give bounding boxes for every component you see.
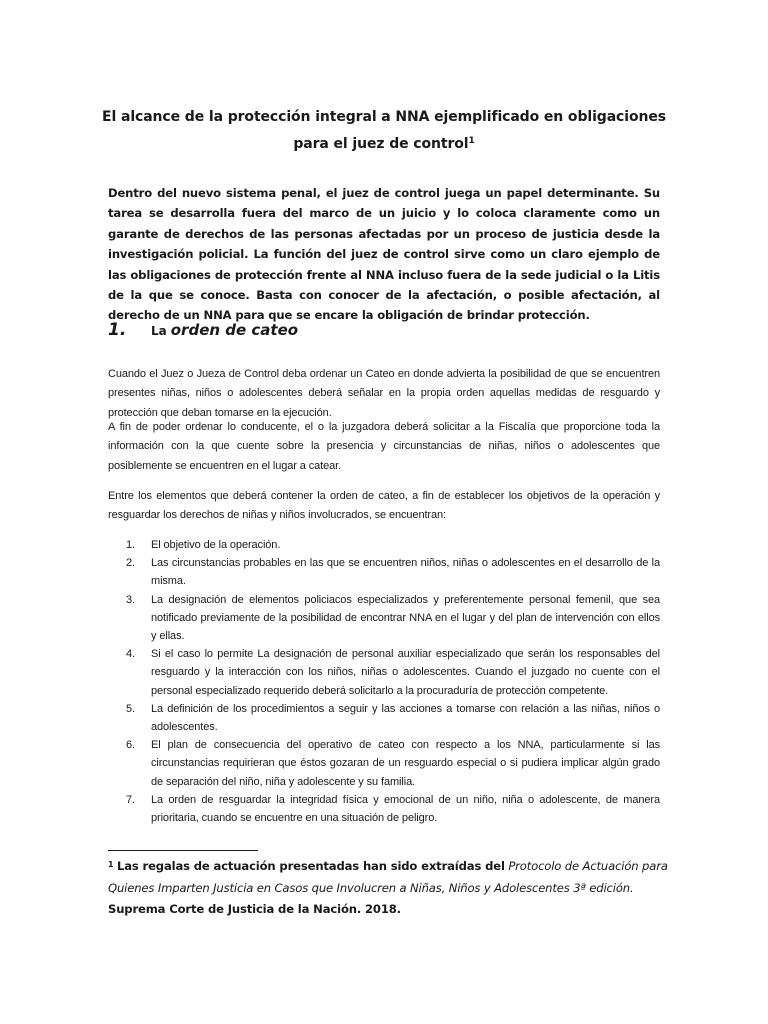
list-item <box>126 591 660 646</box>
list-item <box>126 536 660 554</box>
list-item <box>126 700 660 736</box>
section-number: 1. <box>108 320 127 340</box>
list-item-text: Si el caso lo permite La designación de personal auxiliar especializado que serán los responsables del resguardo y la interacción con los niños, niñas o adolescentes. Cuando el juzgado no cuente con el personal especializado requerido deberá solicitarlo a la procuraduría de protección competente. <box>151 648 660 697</box>
footnote-tail: Suprema Corte de Justicia de la Nación. 2018. <box>108 902 401 916</box>
elements-list <box>126 536 660 827</box>
footnote-source-title: Protocolo de Actuación para Quienes Imparten Justicia en Casos que Involucren a Niñas, Niños y Adolescentes 3ª edición. <box>108 859 668 895</box>
section-title: orden de cateo <box>170 321 299 339</box>
list-item-number: 5. <box>126 702 135 715</box>
footnote <box>108 856 668 921</box>
intro-paragraph: Dentro del nuevo sistema penal, el juez de control juega un papel determinante. Su tarea se desarrolla fuera del marco de un juicio y lo coloca claramente como un garante de derechos de las personas afectadas por un proceso de justicia desde la investigación policial. La función del juez de control sirve como un claro ejemplo de las obligaciones de protección frente al NNA incluso fuera de la sede judicial o la Litis de la que se conoce. Basta con conocer de la afectación, o posible afectación, al derecho de un NNA para que se encare la obligación de brindar protección. <box>108 186 660 323</box>
footnote-lead: Las regalas de actuación presentadas han sido extraídas del <box>116 859 505 873</box>
list-item <box>126 791 660 827</box>
list-item-text: El plan de consecuencia del operativo de cateo con respecto a los NNA, particularmente si las circunstancias requirieran que éstos gozaran de un resguardo especial o si pudiera implicar algún grado de separación del niño, niña y adolescente y su familia. <box>151 739 660 788</box>
list-item-text: La orden de resguardar la integridad física y emocional de un niño, niña o adolescente, de manera prioritaria, cuando se encuentre en una situación de peligro. <box>151 793 660 825</box>
document-title <box>80 104 688 158</box>
paragraph-3: Entre los elementos que deberá contener la orden de cateo, a fin de establecer los objetivos de la operación y resguardar los derechos de niñas y niños involucrados, se encuentran: <box>108 490 660 522</box>
list-item-number: 4. <box>126 648 135 661</box>
footnote-mark: 1 <box>108 860 114 869</box>
list-item-number: 7. <box>126 793 135 806</box>
title-line-1: El alcance de la protección integral a NNA ejemplificado en obligaciones <box>102 109 666 125</box>
paragraph-1: Cuando el Juez o Jueza de Control deba ordenar un Cateo en donde advierta la posibilidad de que se encuentren presentes niñas, niños o adolescentes deberá señalar en la propia orden aquellas medidas de resguardo y protección que deban tomarse en la ejecución. <box>108 368 660 419</box>
section-heading <box>108 320 298 348</box>
title-footnote-mark: 1 <box>468 136 475 146</box>
list-item-text: La designación de elementos policiacos especializados y preferentemente personal femenil, que sea notificado previamente de la posibilidad de encontrar NNA en el lugar y del plan de intervención con ellos y ellas. <box>151 593 660 643</box>
list-item-number: 6. <box>126 739 135 752</box>
title-line-2: para el juez de control <box>293 136 469 152</box>
list-item-text: La definición de los procedimientos a seguir y las acciones a tomarse con relación a las niñas, niños o adolescentes. <box>151 702 660 734</box>
list-item-number: 1. <box>126 539 135 551</box>
list-item <box>126 736 660 791</box>
list-item <box>126 645 660 700</box>
footnote-divider <box>108 850 258 851</box>
list-item-text: El objetivo de la operación. <box>151 539 281 551</box>
list-item-number: 3. <box>126 593 135 606</box>
list-item <box>126 554 660 590</box>
section-prefix: La <box>151 324 167 338</box>
list-item-text: Las circunstancias probables en las que se encuentren niños, niñas o adolescentes en el desarrollo de la misma. <box>151 557 660 588</box>
paragraph-2: A fin de poder ordenar lo conducente, el o la juzgadora deberá solicitar a la Fiscalía que proporcione toda la información con la que cuente sobre la presencia y circunstancias de niñas, niños o adolescentes que posiblemente se encuentren en el lugar a catear. <box>108 421 660 472</box>
list-item-number: 2. <box>126 557 135 570</box>
